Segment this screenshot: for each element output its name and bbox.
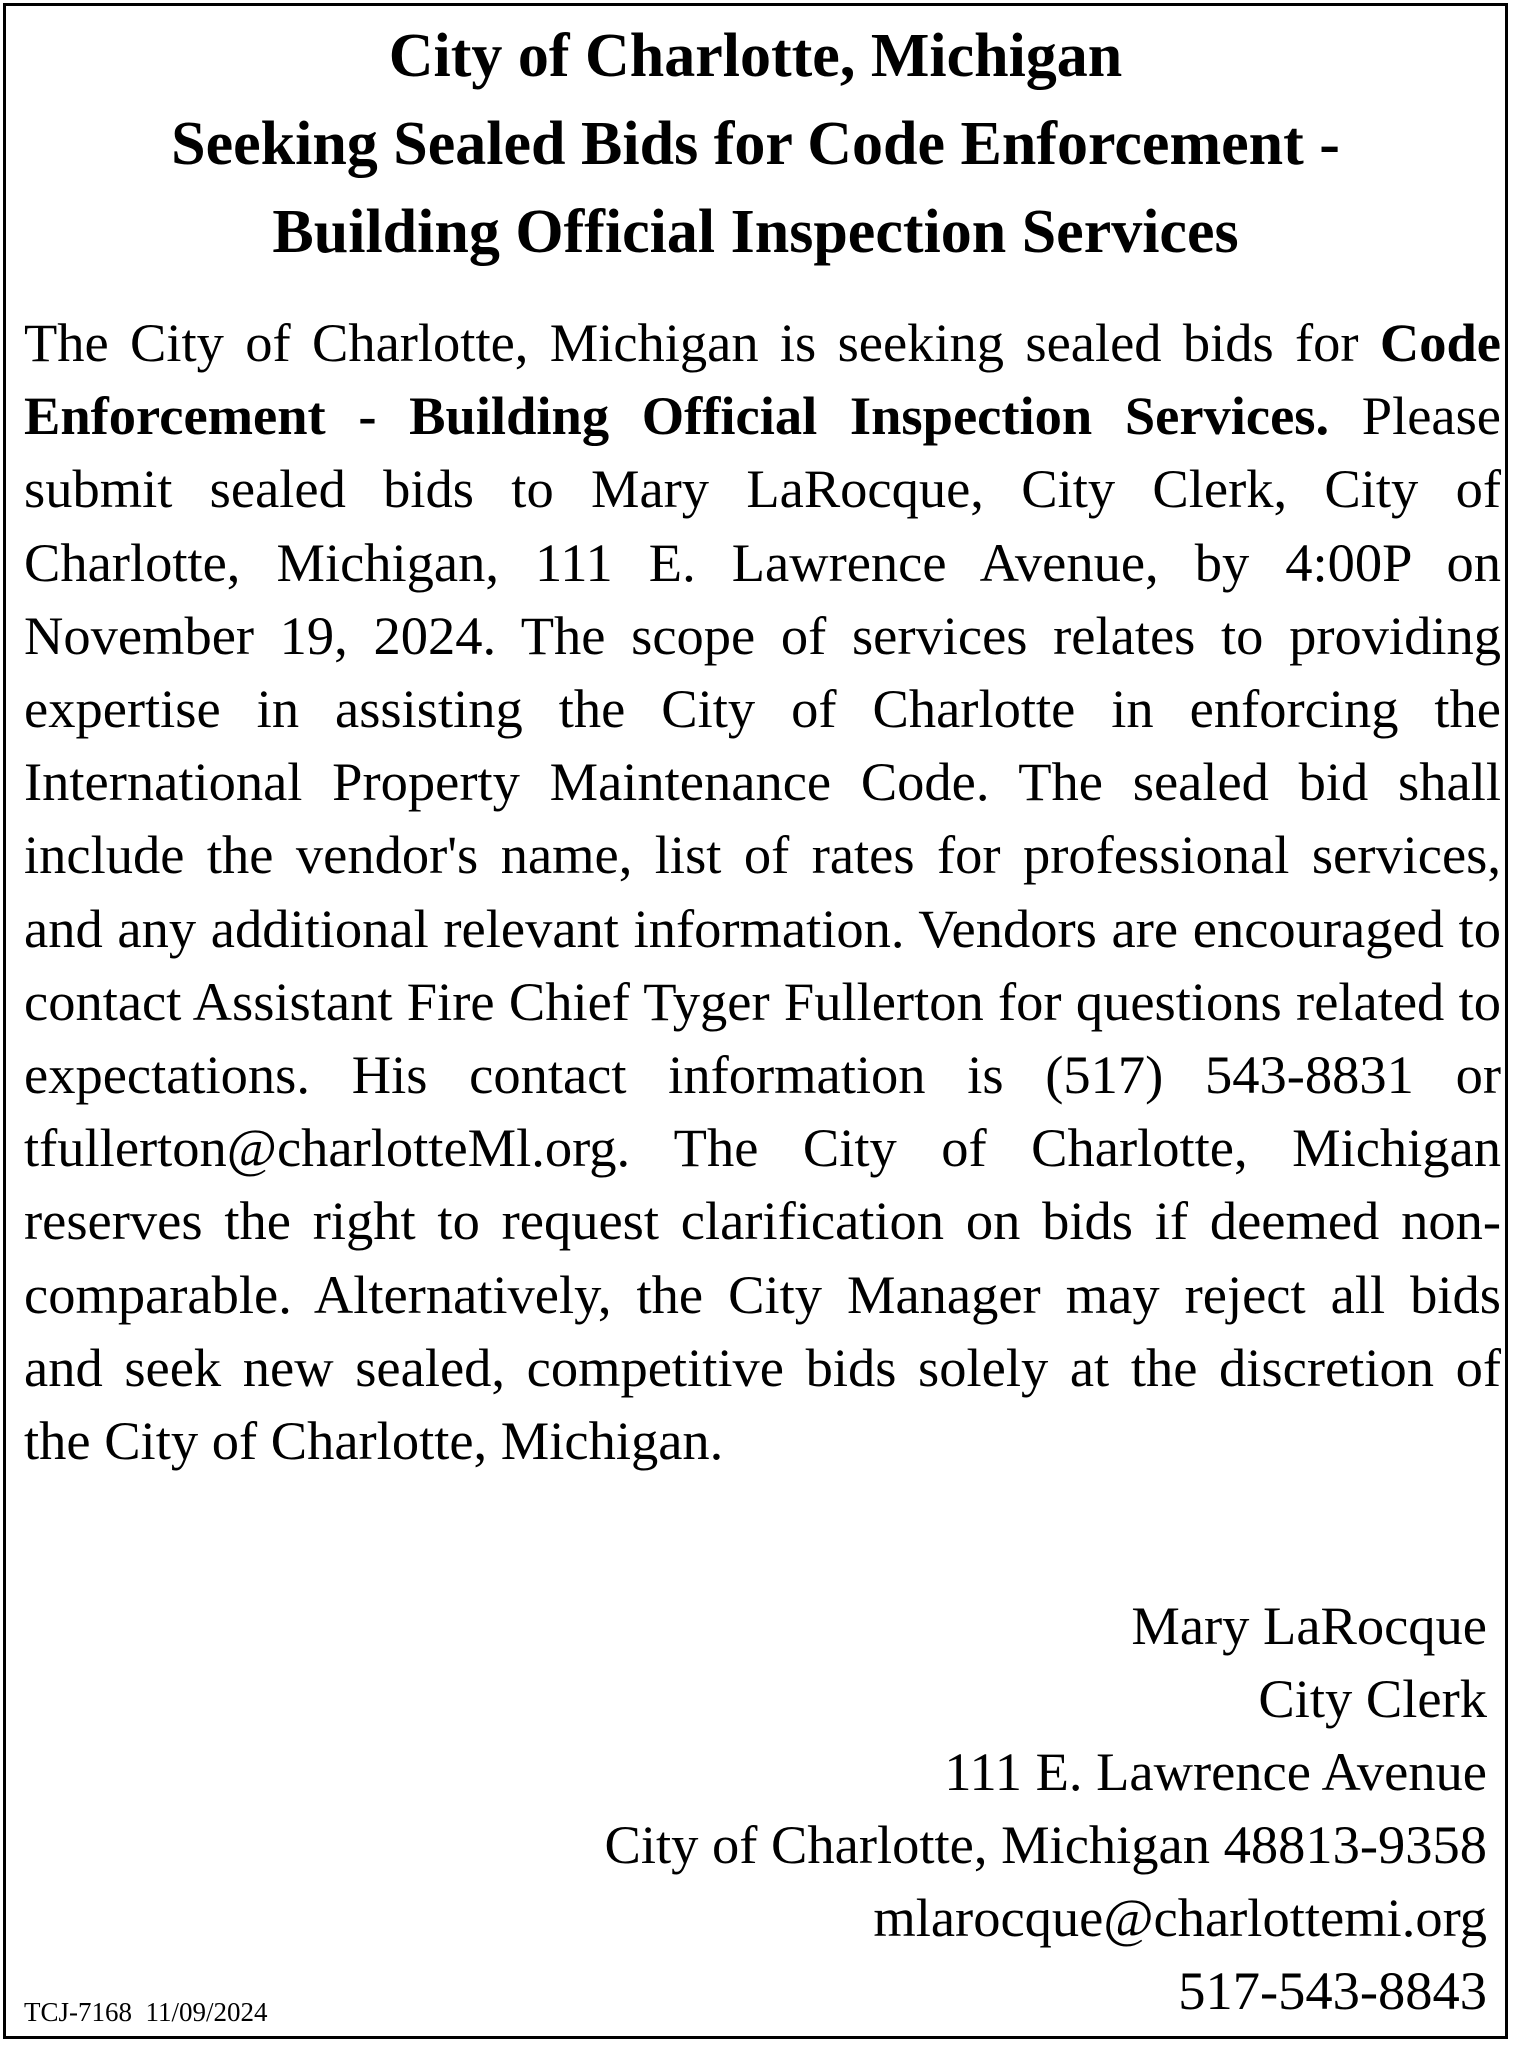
body-service-name: Code Enforcement - Building Official Inspection Services. [24, 312, 1501, 447]
legal-notice [3, 3, 1508, 2039]
publication-code: TCJ-7168 11/09/2024 [24, 1997, 268, 2027]
headline-service: Building Official Inspection Services [272, 198, 1239, 266]
notice-headline [6, 12, 1505, 276]
signer-phone: 517-543-8843 [1178, 1960, 1487, 2021]
signer-city: City of Charlotte, Michigan 48813-9358 [604, 1814, 1487, 1875]
headline-city: City of Charlotte, Michigan [388, 22, 1123, 90]
signer-street: 111 E. Lawrence Avenue [944, 1741, 1487, 1802]
headline-subject: Seeking Sealed Bids for Code Enforcement - [171, 110, 1340, 178]
signer-name: Mary LaRocque [1131, 1595, 1487, 1656]
body-details: Please submit sealed bids to Mary LaRocque, City Clerk, City of Charlotte, Michigan, 111 E. Lawrence Avenue, by 4:00P on November 19, 2024. The scope of services relates to providing expertise in assisting the City of Charlotte in enforcing the International Property Maintenance Code. The sealed bid shall include the vendor's name, list of rates for professional services, and any additional relevant information. Vendors are encouraged to contact Assistant Fire Chief Tyger Fullerton for questions related to expectations. His contact information is (517) 543-8831 or tfullerton@charlotteMl.org. The City of Charlotte, Michigan reserves the right to request clarification on bids if deemed non-comparable. Alternatively, the City Manager may reject all bids and seek new sealed, competitive bids solely at the discretion of the City of Charlotte, Michigan. [24, 385, 1501, 1472]
body-intro: The City of Charlotte, Michigan is seeking sealed bids for [24, 312, 1380, 373]
notice-body [24, 306, 1501, 1477]
signer-title: City Clerk [1258, 1668, 1487, 1729]
signer-email: mlarocque@charlottemi.org [873, 1887, 1487, 1948]
signature-block [605, 1589, 1488, 2027]
